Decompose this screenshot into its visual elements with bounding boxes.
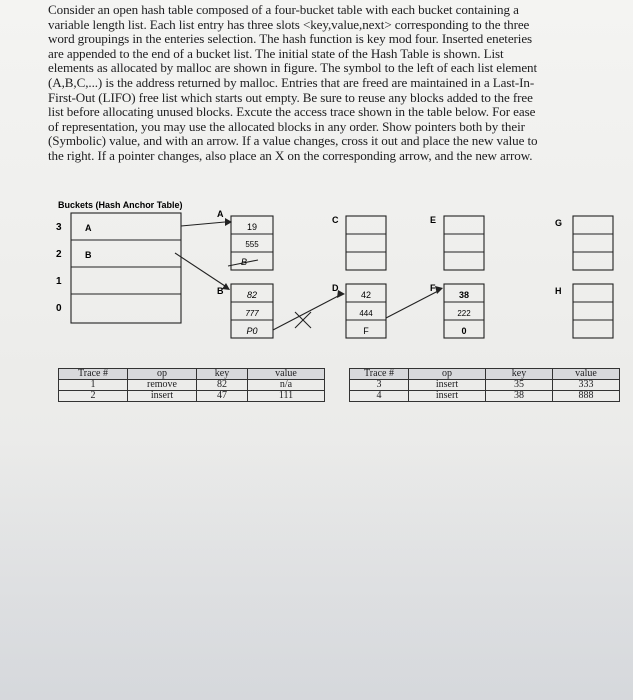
block-a-value: 555 <box>245 240 259 249</box>
table-gap <box>325 369 350 380</box>
block-c-next: F <box>363 326 369 336</box>
block-address: G <box>555 218 563 228</box>
table-gap <box>325 391 350 402</box>
page-shading <box>0 440 633 700</box>
arrow-bucket2-to-b <box>175 253 228 288</box>
block-address: C <box>332 215 339 225</box>
cell-op: insert <box>128 391 197 402</box>
arrow-bucket3-to-a <box>181 222 225 226</box>
block-b-key: 82 <box>246 290 258 300</box>
cell-trace-num: 3 <box>350 380 409 391</box>
block-b-value: 777 <box>245 309 259 318</box>
header-value: value <box>248 369 325 380</box>
statement-line: elements as allocated by malloc are shown in figure. The symbol to the left of each list element <box>48 60 538 76</box>
block-address: B <box>217 286 224 296</box>
block-h <box>573 284 613 338</box>
block-address: H <box>555 286 562 296</box>
cell-trace-num: 1 <box>59 380 128 391</box>
bucket-index: 2 <box>56 249 62 260</box>
block-f-next: 0 <box>461 326 467 336</box>
trace-table <box>58 368 620 402</box>
block-address: F <box>430 283 436 293</box>
statement-line: list before allocating unused blocks. Excute the access trace shown in the table below. For ease <box>48 104 536 120</box>
header-trace-num: Trace # <box>350 369 409 380</box>
statement-line: word groupings in the enteries selection. The hash function is key mod four. Inserted eneteries <box>48 31 533 47</box>
header-op: op <box>409 369 486 380</box>
block-a-next: B <box>240 257 248 267</box>
bucket-value: B <box>85 250 92 260</box>
trace-header-row <box>59 369 620 380</box>
arrow-c-to-f <box>386 290 440 318</box>
cell-op: remove <box>128 380 197 391</box>
block-f-value: 222 <box>457 309 471 318</box>
header-op: op <box>128 369 197 380</box>
cell-value: 888 <box>553 391 620 402</box>
cell-key: 82 <box>197 380 248 391</box>
block-a-key: 19 <box>246 222 258 232</box>
statement-line: of representation, you may use the allocated blocks in any order. Show pointers both by their <box>48 118 525 134</box>
problem-statement <box>48 3 623 164</box>
bucket-index: 0 <box>56 303 62 314</box>
statement-line: variable length list. Each list entry has three slots <key,value,next> corresponding to the three <box>48 16 530 32</box>
block-c-value: 444 <box>359 309 373 318</box>
bucket-index: 1 <box>56 276 62 287</box>
block-c-key: 42 <box>360 290 372 300</box>
cell-value: 333 <box>553 380 620 391</box>
block-c <box>346 216 386 270</box>
header-key: key <box>197 369 248 380</box>
cell-value: n/a <box>248 380 325 391</box>
header-key: key <box>486 369 553 380</box>
block-address: A <box>217 209 224 219</box>
hash-table-diagram <box>0 190 633 360</box>
diagram-title: Buckets (Hash Anchor Table) <box>58 200 183 210</box>
statement-line: the right. If a pointer changes, also place an X on the corresponding arrow, and the new arrow. <box>48 147 533 163</box>
cell-trace-num: 4 <box>350 391 409 402</box>
statement-line: are appended to the end of a bucket list. The initial state of the Hash Table is shown. List <box>48 45 504 61</box>
statement-line: (Symbolic) value, and with an arrow. If a value changes, cross it out and place the new value to <box>48 133 538 149</box>
cell-trace-num: 2 <box>59 391 128 402</box>
block-b-next: P0 <box>246 326 258 336</box>
block-f-key: 38 <box>458 290 470 300</box>
cell-op: insert <box>409 391 486 402</box>
cell-key: 47 <box>197 391 248 402</box>
statement-line: (A,B,C,...) is the address returned by malloc. Entries that are freed are maintained in a Last-In- <box>48 74 535 90</box>
arrowhead-f <box>435 286 443 294</box>
header-value: value <box>553 369 620 380</box>
bucket-value: A <box>85 223 92 233</box>
statement-line: First-Out (LIFO) free list which starts out empty. Be sure to reuse any blocks added to the free <box>48 89 533 105</box>
block-address: D <box>332 283 339 293</box>
statement-line: Consider an open hash table composed of a four-bucket table with each bucket containing a <box>48 2 519 17</box>
block-g <box>573 216 613 270</box>
block-address: E <box>430 215 437 225</box>
cell-key: 35 <box>486 380 553 391</box>
bucket-index: 3 <box>56 222 62 233</box>
table-row <box>59 391 620 402</box>
cell-op: insert <box>409 380 486 391</box>
header-trace-num: Trace # <box>59 369 128 380</box>
table-row <box>59 380 620 391</box>
cell-value: 111 <box>248 391 325 402</box>
block-e <box>444 216 484 270</box>
cell-key: 38 <box>486 391 553 402</box>
table-gap <box>325 380 350 391</box>
